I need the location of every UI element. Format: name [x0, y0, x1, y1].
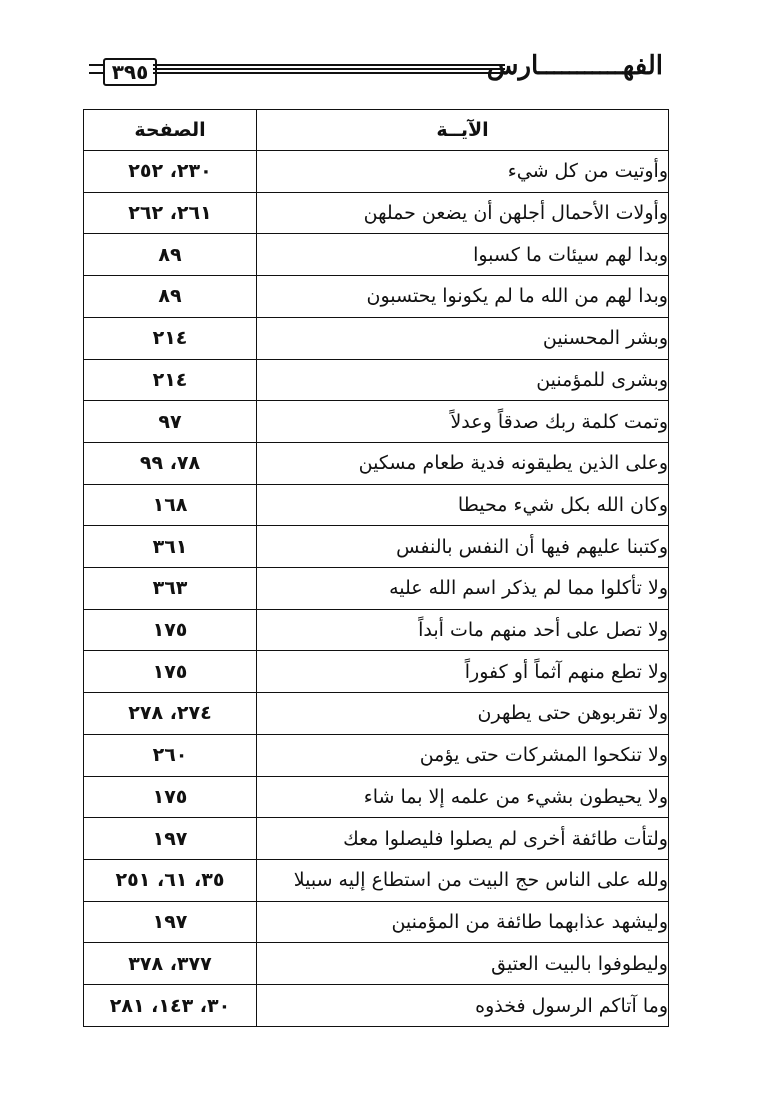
table-body: [84, 151, 669, 1027]
table-row: [84, 609, 669, 651]
ayah-cell: وبدا لهم سيئات ما كسبوا: [257, 234, 669, 276]
ayah-cell: وبدا لهم من الله ما لم يكونوا يحتسبون: [257, 276, 669, 318]
ayah-column-header: الآيــة: [257, 110, 669, 151]
table-row: [84, 234, 669, 276]
page-column-header: الصفحة: [84, 110, 257, 151]
ayah-cell: وليطوفوا بالبيت العتيق: [257, 943, 669, 985]
ayah-cell: وكان الله بكل شيء محيطا: [257, 484, 669, 526]
table-row: [84, 192, 669, 234]
page-ref-cell: ١٧٥: [84, 776, 257, 818]
ayah-cell: وكتبنا عليهم فيها أن النفس بالنفس: [257, 526, 669, 568]
table-row: [84, 776, 669, 818]
ayah-cell: وتمت كلمة ربك صدقاً وعدلاً: [257, 401, 669, 443]
ayah-cell: وعلى الذين يطيقونه فدية طعام مسكين: [257, 442, 669, 484]
page-ref-cell: ٢١٤: [84, 359, 257, 401]
page-ref-cell: ١٩٧: [84, 901, 257, 943]
page-ref-cell: ٢١٤: [84, 317, 257, 359]
ayah-cell: وبشر المحسنين: [257, 317, 669, 359]
page-ref-cell: ٧٨، ٩٩: [84, 442, 257, 484]
page-ref-cell: ١٧٥: [84, 609, 257, 651]
ayah-cell: ولا تصل على أحد منهم مات أبداً: [257, 609, 669, 651]
page-ref-cell: ١٩٧: [84, 818, 257, 860]
table-row: [84, 151, 669, 193]
header-rule-middle: [153, 68, 505, 70]
table-row: [84, 943, 669, 985]
page-ref-cell: ٨٩: [84, 276, 257, 318]
header-rule-bottom: [153, 72, 505, 74]
ayah-cell: ولا يحيطون بشيء من علمه إلا بما شاء: [257, 776, 669, 818]
page-ref-cell: ٣٧٧، ٣٧٨: [84, 943, 257, 985]
page-ref-cell: ٢٣٠، ٢٥٢: [84, 151, 257, 193]
table-row: [84, 442, 669, 484]
table-row: [84, 985, 669, 1027]
ayah-index-table: [83, 109, 669, 1027]
page-ref-cell: ٢٦١، ٢٦٢: [84, 192, 257, 234]
table-row: [84, 568, 669, 610]
ayah-cell: وبشرى للمؤمنين: [257, 359, 669, 401]
page-ref-cell: ١٦٨: [84, 484, 257, 526]
page-ref-cell: ٣٥، ٦١، ٢٥١: [84, 859, 257, 901]
header-rule-left-bottom: [89, 72, 103, 74]
ayah-cell: ولا تطع منهم آثماً أو كفوراً: [257, 651, 669, 693]
page-ref-cell: ٢٦٠: [84, 734, 257, 776]
ayah-cell: وليشهد عذابهما طائفة من المؤمنين: [257, 901, 669, 943]
header-rule-left-top: [89, 64, 103, 66]
table-row: [84, 359, 669, 401]
ayah-cell: ولا تقربوهن حتى يطهرن: [257, 693, 669, 735]
table-header-row: [84, 110, 669, 151]
ayah-cell: ولتأت طائفة أخرى لم يصلوا فليصلوا معك: [257, 818, 669, 860]
page-ref-cell: ٢٧٤، ٢٧٨: [84, 693, 257, 735]
ayah-cell: وأولات الأحمال أجلهن أن يضعن حملهن: [257, 192, 669, 234]
page-header: [0, 0, 761, 90]
table-row: [84, 693, 669, 735]
header-rule-top: [153, 64, 505, 66]
page-number: ٣٩٥: [103, 58, 157, 86]
page-ref-cell: ٨٩: [84, 234, 257, 276]
ayah-cell: وما آتاكم الرسول فخذوه: [257, 985, 669, 1027]
page-ref-cell: ٩٧: [84, 401, 257, 443]
ayah-cell: ولا تأكلوا مما لم يذكر اسم الله عليه: [257, 568, 669, 610]
page-ref-cell: ١٧٥: [84, 651, 257, 693]
table-row: [84, 859, 669, 901]
table-row: [84, 401, 669, 443]
table-row: [84, 526, 669, 568]
table-row: [84, 818, 669, 860]
table-row: [84, 734, 669, 776]
table-row: [84, 317, 669, 359]
table-row: [84, 276, 669, 318]
page-ref-cell: ٣٠، ١٤٣، ٢٨١: [84, 985, 257, 1027]
ayah-cell: وأوتيت من كل شيء: [257, 151, 669, 193]
page-ref-cell: ٣٦١: [84, 526, 257, 568]
page-ref-cell: ٣٦٣: [84, 568, 257, 610]
ayah-cell: ولله على الناس حج البيت من استطاع إليه سبيلا: [257, 859, 669, 901]
ayah-cell: ولا تنكحوا المشركات حتى يؤمن: [257, 734, 669, 776]
table-row: [84, 484, 669, 526]
page-title: الفهـــــــــــارس: [486, 51, 663, 81]
table-row: [84, 651, 669, 693]
table-row: [84, 901, 669, 943]
